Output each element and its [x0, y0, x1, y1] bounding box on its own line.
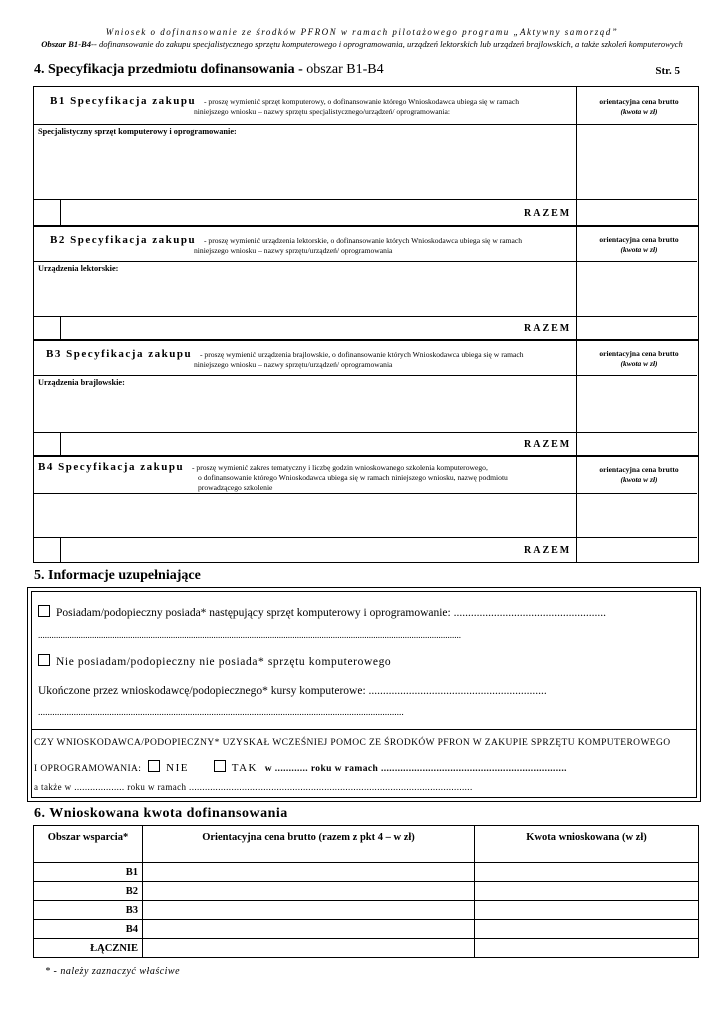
b2-price-input[interactable]: [578, 263, 696, 315]
tak-label: TAK: [231, 762, 258, 774]
b1-label: B1 Specyfikacja zakupu: [50, 95, 197, 107]
price-cell-b4[interactable]: [143, 920, 475, 939]
b1-price-header: [582, 97, 696, 117]
b2-field-input[interactable]: [34, 275, 574, 315]
b4-desc3: prowadzącego szkolenie: [198, 483, 273, 492]
b3-price-header: [582, 349, 696, 369]
b1-price-head: orientacyjna cena brutto: [599, 97, 679, 106]
section4-title: [34, 62, 384, 78]
table-row: [34, 882, 699, 901]
footnote: * - należy zaznaczyć właściwe: [45, 966, 181, 977]
section4-title-bold: 4. Specyfikacja przedmiotu dofinansowania -: [34, 62, 307, 77]
b4-block: [33, 456, 699, 563]
b3-desc2: niniejszego wniosku – nazwy sprzętu/urządzeń/ oprogramowania: [194, 360, 393, 369]
b4-label: B4 Specyfikacja zakupu: [38, 461, 185, 473]
price-cell-b2[interactable]: [143, 882, 475, 901]
prior-aid-answer-row: [34, 760, 567, 774]
row-label-total: ŁĄCZNIE: [34, 939, 143, 958]
prior-aid-question: CZY WNIOSKODAWCA/PODOPIECZNY* UZYSKAŁ WCZEŚNIEJ POMOC ZE ŚRODKÓW PFRON W ZAKUPIE SPRZĘTU KOMPUTEROWEGO: [34, 738, 671, 748]
owns-equipment-continuation: ............................................................................................................................................................................................: [38, 630, 461, 640]
b4-razem-input[interactable]: [578, 539, 696, 562]
tak-details: w ............ roku w ramach ...................................................................: [264, 764, 567, 774]
table-row: [34, 863, 699, 882]
b4-desc1: - proszę wymienić zakres tematyczny i liczbę godzin wnioskowanego szkolenia komputerowego,: [192, 463, 488, 472]
col-price: Orientacyjna cena brutto (razem z pkt 4 – w zł): [143, 826, 475, 863]
header-area-text: dofinansowanie do zakupu specjalistycznego sprzętu komputerowego i oprogramowania, urządzeń lektorskich lub urządzeń brajlowskich, a także szkoleń komputerowych: [96, 39, 683, 49]
b3-label: B3 Specyfikacja zakupu: [46, 348, 193, 360]
b1-razem-input[interactable]: [578, 201, 696, 225]
b3-price-sub: (kwota w zł): [620, 359, 658, 368]
owns-equipment-row: [38, 605, 606, 619]
b2-price-sub: (kwota w zł): [620, 245, 658, 254]
row-label-b3: B3: [34, 901, 143, 920]
b4-razem: RAZEM: [524, 545, 572, 556]
b1-block: [33, 86, 699, 226]
b3-block: [33, 340, 699, 456]
requested-cell-b2[interactable]: [475, 882, 699, 901]
row-label-b2: B2: [34, 882, 143, 901]
section5-box: [31, 591, 697, 798]
section5-title: 5. Informacje uzupełniające: [34, 568, 201, 583]
b2-desc2: niniejszego wniosku – nazwy sprzętu/urządzeń/ oprogramowania: [194, 246, 393, 255]
nie-checkbox[interactable]: [148, 760, 160, 772]
owns-equipment-text: Posiadam/podopieczny posiada* następujący sprzęt komputerowy i oprogramowanie: .....................................................: [56, 607, 606, 619]
table-header-row: [34, 826, 699, 863]
row-label-b1: B1: [34, 863, 143, 882]
b4-price-header: [582, 465, 696, 485]
b3-field-label: Urządzenia brajlowskie:: [38, 378, 125, 387]
software-label: I OPROGRAMOWANIA:: [34, 764, 142, 774]
nie-label: NIE: [166, 762, 189, 774]
requested-cell-b4[interactable]: [475, 920, 699, 939]
b3-razem: RAZEM: [524, 439, 572, 450]
b3-desc1: - proszę wymienić urządzenia brajlowskie, o dofinansowanie których Wnioskodawca ubiega się w ramach: [200, 350, 524, 359]
b2-label: B2 Specyfikacja zakupu: [50, 234, 197, 246]
courses-continuation: ..........................................................................................................................................................: [38, 708, 404, 718]
b2-razem-input[interactable]: [578, 318, 696, 339]
b2-field-label: Urządzenia lektorskie:: [38, 264, 119, 273]
b4-desc2: o dofinansowanie którego Wnioskodawca ubiega się w ramach niniejszego wniosku, nazwę podmiotu: [198, 473, 508, 482]
section4-title-normal: obszar B1-B4: [306, 62, 384, 77]
b2-price-head: orientacyjna cena brutto: [599, 235, 679, 244]
b1-price-input[interactable]: [578, 127, 696, 197]
b2-desc1: - proszę wymienić urządzenia lektorskie, o dofinansowanie których Wnioskodawca ubiega się w ramach: [204, 236, 523, 245]
b2-razem: RAZEM: [524, 323, 572, 334]
b1-price-sub: (kwota w zł): [620, 107, 658, 116]
row-label-b4: B4: [34, 920, 143, 939]
requested-cell-total[interactable]: [475, 939, 699, 958]
no-equipment-text: Nie posiadam/podopieczny nie posiada* sprzętu komputerowego: [56, 656, 392, 668]
price-cell-total[interactable]: [143, 939, 475, 958]
b1-field-input[interactable]: [34, 139, 574, 197]
amount-table: [33, 825, 699, 958]
header-line1: Wniosek o dofinansowanie ze środków PFRON w ramach pilotażowego programu „Aktywny samorząd”: [105, 27, 619, 37]
table-row: [34, 920, 699, 939]
col-requested: Kwota wnioskowana (w zł): [475, 826, 699, 863]
b1-desc1: - proszę wymienić sprzęt komputerowy, o dofinansowanie którego Wnioskodawca ubiega się w ramach: [204, 97, 520, 106]
header-area-label: Obszar B1-B4--: [41, 39, 97, 49]
b3-field-input[interactable]: [34, 389, 574, 431]
also-aid-line: a także w ................... roku w ramach ...........................................................................................................: [34, 782, 473, 792]
col-area: Obszar wsparcia*: [34, 826, 143, 863]
b4-price-input[interactable]: [578, 495, 696, 535]
no-equipment-checkbox[interactable]: [38, 654, 50, 666]
b4-price-sub: (kwota w zł): [620, 475, 658, 484]
price-cell-b3[interactable]: [143, 901, 475, 920]
b1-desc2: niniejszego wniosku – nazwy sprzętu specjalistycznego/urządzeń/ oprogramowania:: [194, 107, 450, 116]
b2-price-header: [582, 235, 696, 255]
section6-title: 6. Wnioskowana kwota dofinansowania: [34, 806, 288, 821]
table-row: [34, 901, 699, 920]
tak-checkbox[interactable]: [214, 760, 226, 772]
header-line2: [30, 39, 694, 50]
b3-razem-input[interactable]: [578, 434, 696, 455]
owns-equipment-checkbox[interactable]: [38, 605, 50, 617]
requested-cell-b3[interactable]: [475, 901, 699, 920]
b3-price-head: orientacyjna cena brutto: [599, 349, 679, 358]
b1-razem: RAZEM: [524, 208, 572, 219]
b2-block: [33, 226, 699, 340]
price-cell-b1[interactable]: [143, 863, 475, 882]
page-number: Str. 5: [655, 65, 680, 77]
b4-field-input[interactable]: [34, 495, 574, 535]
requested-cell-b1[interactable]: [475, 863, 699, 882]
table-row: [34, 939, 699, 958]
courses-line: Ukończone przez wnioskodawcę/podopiecznego* kursy komputerowe: ..............................................................: [38, 685, 547, 697]
b3-price-input[interactable]: [578, 377, 696, 431]
b1-field-label: Specjalistyczny sprzęt komputerowy i oprogramowanie:: [38, 127, 237, 136]
no-equipment-row: [38, 654, 391, 668]
b4-price-head: orientacyjna cena brutto: [599, 465, 679, 474]
